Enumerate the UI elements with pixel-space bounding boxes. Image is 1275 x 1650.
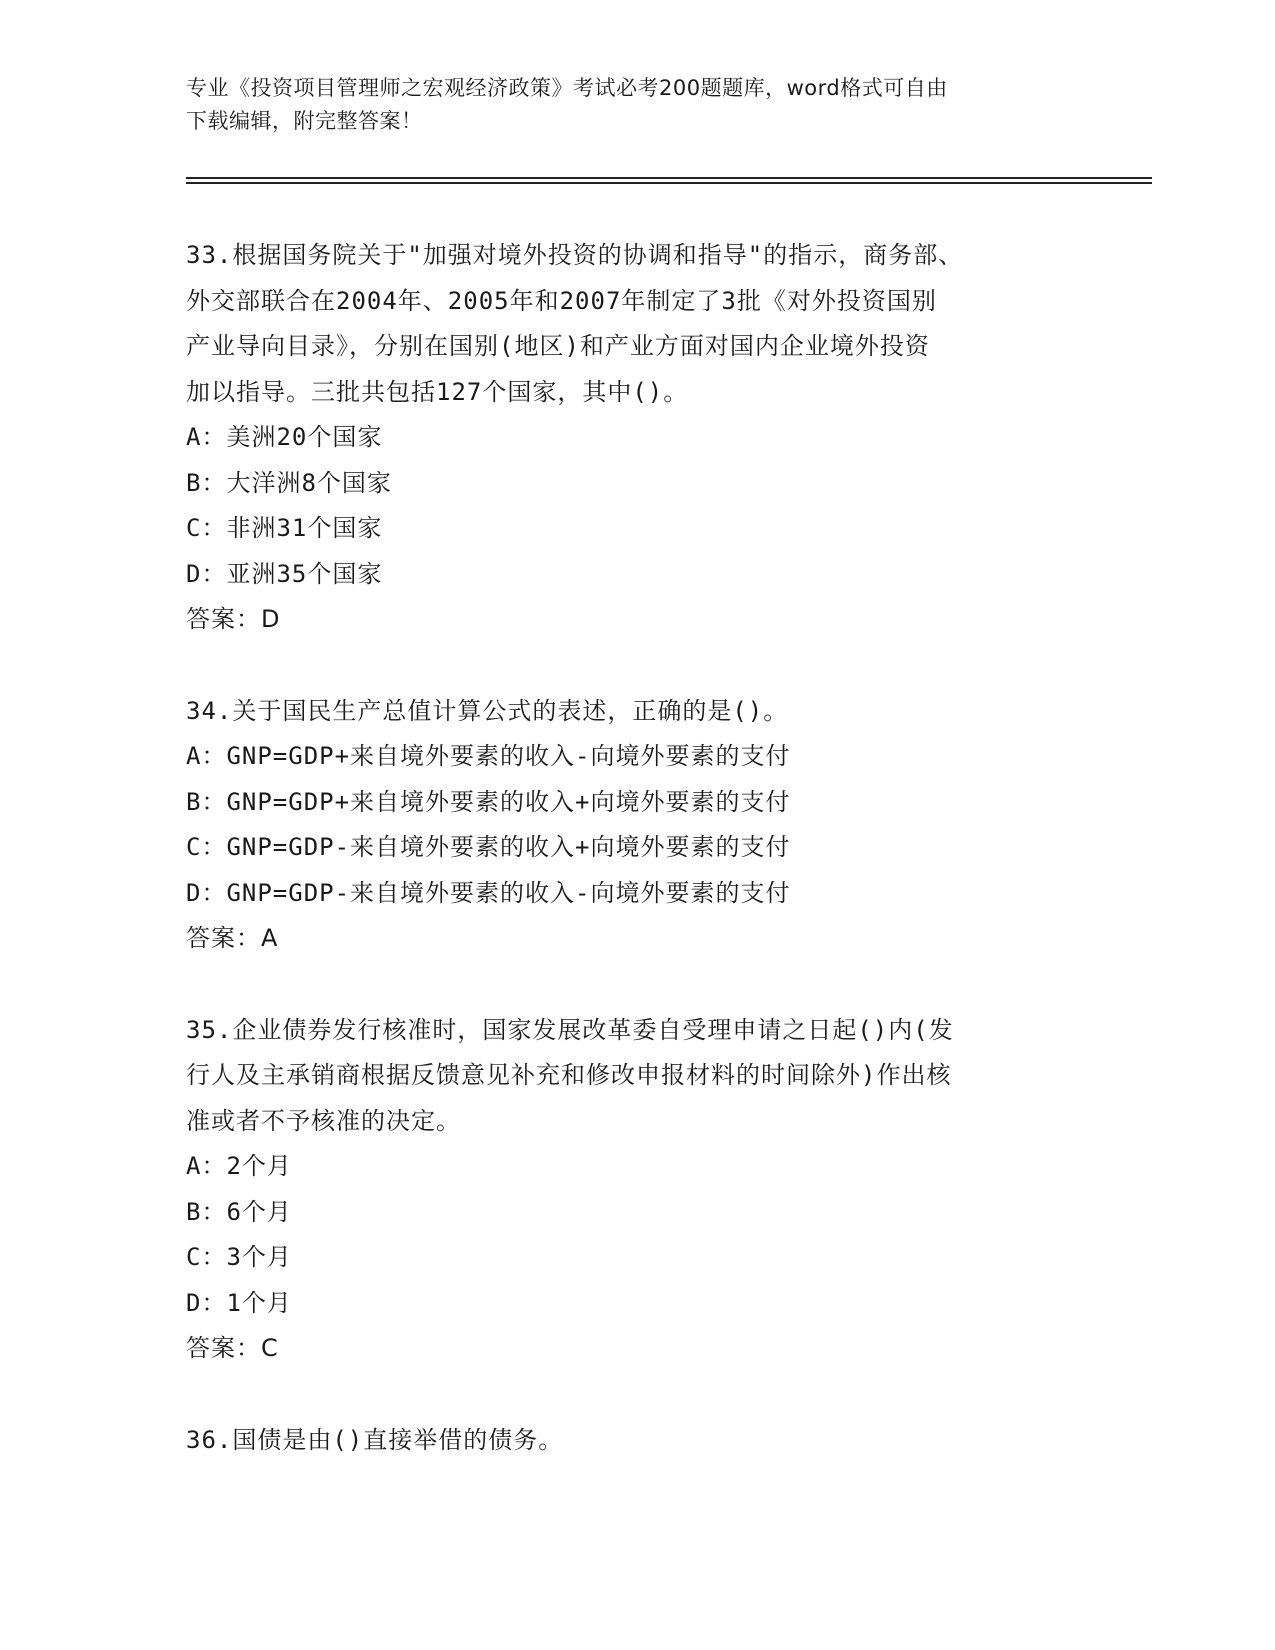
option-d: D：亚洲35个国家: [186, 559, 383, 588]
question-stem-line: 36.国债是由()直接举借的债务。: [186, 1425, 564, 1454]
question-33: [186, 233, 1086, 643]
option-a: A：GNP=GDP+来自境外要素的收入-向境外要素的支付: [186, 742, 791, 770]
option-c: C：非洲31个国家: [186, 514, 383, 542]
question-stem-line: 准或者不予核准的决定。: [186, 1106, 461, 1135]
header-line: 下载编辑，附完整答案！: [186, 109, 423, 133]
document-header: [186, 72, 1086, 138]
header-rule-bottom: [186, 182, 1152, 184]
option-d: D：GNP=GDP-来自境外要素的收入-向境外要素的支付: [186, 878, 791, 907]
question-stem-line: 34.关于国民生产总值计算公式的表述，正确的是()。: [186, 696, 789, 725]
option-d: D：1个月: [186, 1288, 292, 1317]
answer-line: 答案：A: [186, 924, 279, 952]
question-list: [186, 233, 1086, 1463]
question-gap: [186, 643, 1086, 689]
question-stem-line: 加以指导。三批共包括127个国家，其中()。: [186, 377, 689, 406]
option-a: A：美洲20个国家: [186, 423, 383, 451]
question-stem-line: 产业导向目录》，分别在国别(地区)和产业方面对国内企业境外投资: [186, 332, 930, 360]
option-b: B：6个月: [186, 1197, 292, 1226]
header-line: 专业《投资项目管理师之宏观经济政策》考试必考200题题库，word格式可自由: [186, 76, 948, 100]
answer-line: 答案：C: [186, 1334, 279, 1362]
option-a: A：2个月: [186, 1152, 292, 1180]
answer-line: 答案：D: [186, 605, 281, 633]
option-c: C：3个月: [186, 1243, 292, 1271]
question-gap: [186, 962, 1086, 1008]
question-stem-line: 35.企业债券发行核准时，国家发展改革委自受理申请之日起()内(发: [186, 1015, 954, 1044]
question-stem-line: 33.根据国务院关于"加强对境外投资的协调和指导"的指示，商务部、: [186, 241, 964, 269]
question-36: [186, 1418, 1086, 1464]
option-b: B：GNP=GDP+来自境外要素的收入+向境外要素的支付: [186, 787, 791, 816]
question-34: [186, 689, 1086, 962]
option-b: B：大洋洲8个国家: [186, 468, 392, 497]
question-gap: [186, 1372, 1086, 1418]
question-stem-line: 行人及主承销商根据反馈意见补充和修改申报材料的时间除外)作出核: [186, 1061, 952, 1089]
option-c: C：GNP=GDP-来自境外要素的收入+向境外要素的支付: [186, 833, 791, 861]
question-35: [186, 1008, 1086, 1372]
question-stem-line: 外交部联合在2004年、2005年和2007年制定了3批《对外投资国别: [186, 286, 937, 315]
header-rule-top: [186, 177, 1152, 179]
